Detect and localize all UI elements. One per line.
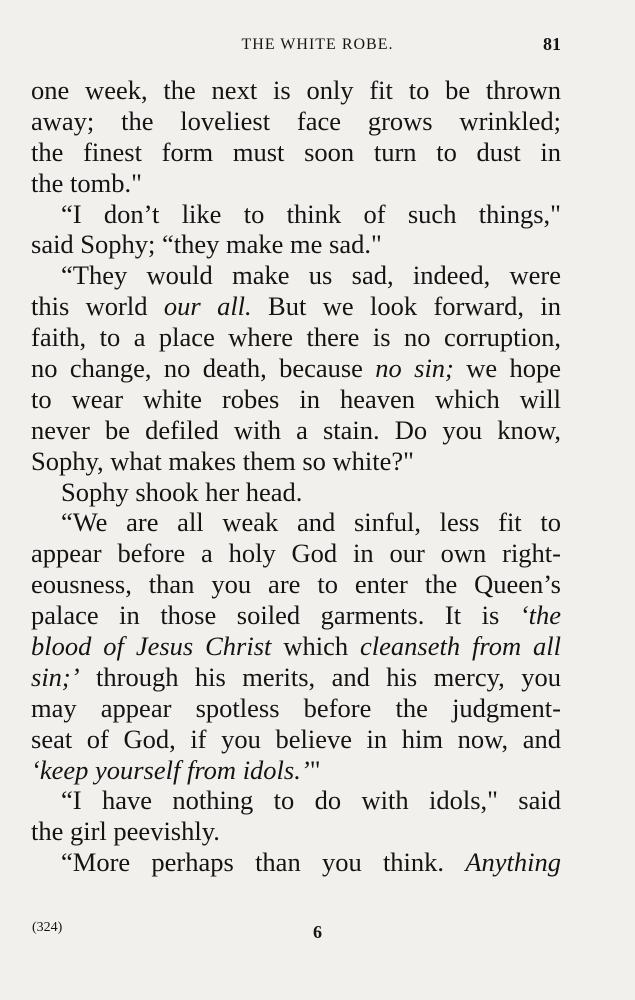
text-line: Sophy shook her head. <box>61 476 303 507</box>
running-title: THE WHITE ROBE. <box>241 36 394 53</box>
text-line: Sophy, what makes them so white?" <box>31 445 414 476</box>
text-line: no change, no death, because no sin; we hope <box>31 353 561 384</box>
text-line: the finest form must soon turn to dust in <box>31 136 561 167</box>
text-line: appear before a holy God in our own right- <box>31 538 561 569</box>
text-line: may appear spotless before the judgment- <box>31 692 561 723</box>
text-line: away; the loveliest face grows wrinkled; <box>31 105 561 136</box>
page-number: 81 <box>543 34 561 54</box>
body-text <box>31 75 561 878</box>
text-line: blood of Jesus Christ which cleanseth from all <box>31 631 561 662</box>
text-line: “We are all weak and sinful, less fit to <box>61 507 561 538</box>
text-line: sin;’ through his merits, and his mercy, you <box>31 661 561 692</box>
text-line: “I have nothing to do with idols," said <box>61 785 561 816</box>
text-line: to wear white robes in heaven which will <box>31 383 561 414</box>
text-line: said Sophy; “they make me sad." <box>31 229 382 260</box>
sheet-number: 6 <box>313 922 322 942</box>
text-line: seat of God, if you believe in him now, and <box>31 723 561 754</box>
text-line: the girl peevishly. <box>31 816 220 847</box>
text-line: eousness, than you are to enter the Queen’s <box>31 569 561 600</box>
text-line: the tomb." <box>31 167 142 198</box>
running-head <box>0 34 635 58</box>
text-line: this world our all. But we look forward, in <box>31 291 561 322</box>
text-line: faith, to a place where there is no corruption, <box>31 322 561 353</box>
text-line: “I don’t like to think of such things," <box>61 198 561 229</box>
text-line: one week, the next is only fit to be thrown <box>31 75 561 105</box>
signature-mark: (324) <box>32 920 63 935</box>
text-line: never be defiled with a stain. Do you know, <box>31 414 561 445</box>
text-line: palace in those soiled garments. It is ‘the <box>31 600 561 631</box>
text-line: ‘keep yourself from idols.’" <box>31 754 321 785</box>
text-line: “They would make us sad, indeed, were <box>61 260 561 291</box>
text-line: “More perhaps than you think. Anything <box>61 847 561 878</box>
